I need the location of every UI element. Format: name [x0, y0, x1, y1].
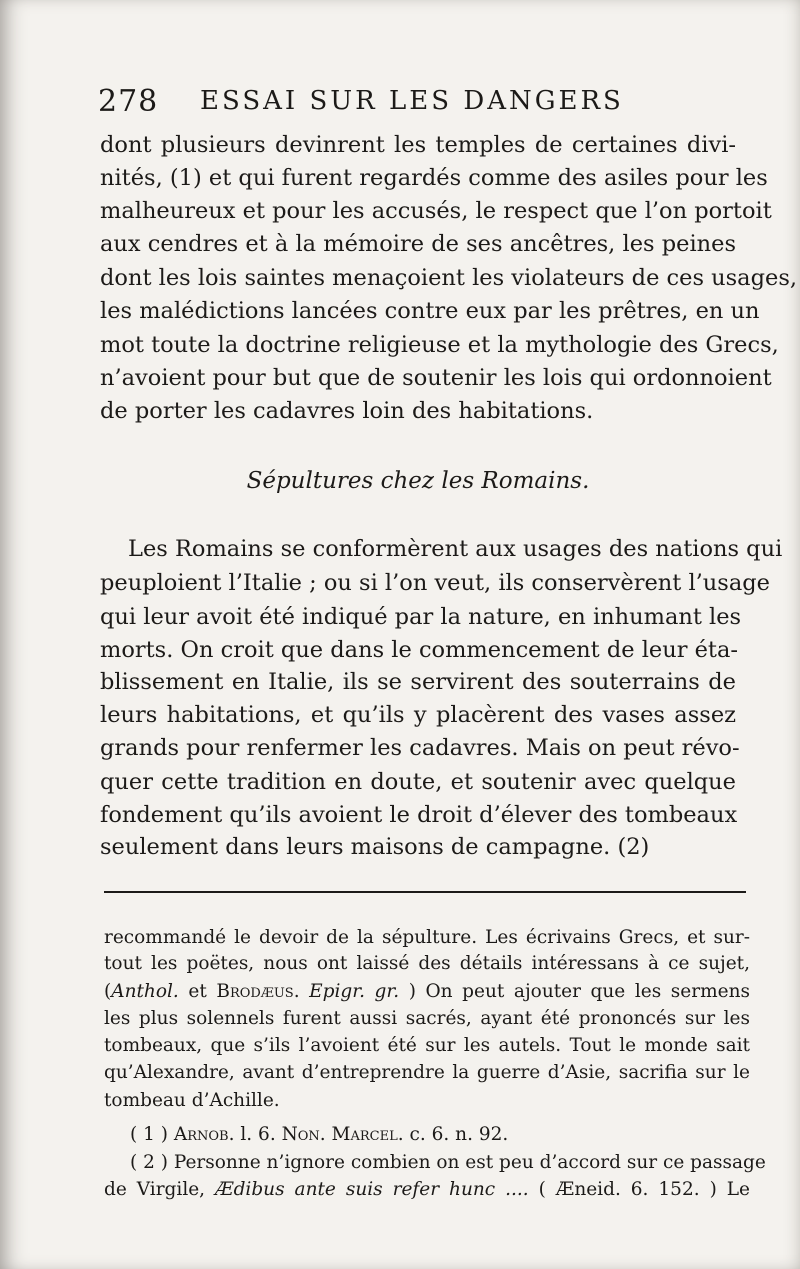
- text-line: malheureux et pour les accusés, le respect que l’on portoit: [100, 198, 772, 224]
- text-line: qui leur avoit été indiqué par la nature, en inhumant les: [100, 604, 742, 630]
- running-title: ESSAI SUR LES DANGERS: [200, 86, 624, 116]
- text-line: dont les lois saintes menaçoient les violateurs de ces usages,: [100, 265, 798, 291]
- footnote-fragment: ) On peut ajouter que les sermens: [399, 981, 750, 1002]
- footnote-fragment: et: [178, 981, 217, 1002]
- footnote-fragment: ( Æneid. 6. 152. ) Le: [528, 1179, 750, 1200]
- text-line: grands pour renfermer les cadavres. Mais on peut révo-: [100, 735, 740, 761]
- citation-brodaeus: Brodæus.: [216, 981, 300, 1002]
- footnote-fragment: c. 6. n. 92.: [403, 1124, 509, 1145]
- citation-epigr: Epigr. gr.: [309, 981, 400, 1002]
- citation-anthol: Anthol.: [111, 981, 179, 1002]
- footnote-separator: [104, 891, 746, 893]
- text-line: leurs habitations, et qu’ils y placèrent des vases assez: [100, 702, 736, 728]
- text-line: aux cendres et à la mémoire de ses ancêtres, les peines: [100, 231, 736, 257]
- text-line: n’avoient pour but que de soutenir les lois qui ordonnoient: [100, 365, 772, 391]
- footnote-line: [104, 979, 750, 1005]
- text-line: morts. On croit que dans le commencement de leur éta-: [100, 637, 738, 663]
- footnote-line: tombeaux, que s’ils l’avoient été sur les autels. Tout le monde sait: [104, 1035, 750, 1056]
- footnote-fragment: l. 6.: [234, 1124, 282, 1145]
- text-line: seulement dans leurs maisons de campagne. (2): [100, 834, 650, 860]
- citation-non-marcel: Non. Marcel.: [281, 1124, 404, 1145]
- footnote-line: tout les poëtes, nous ont laissé des détails intéressans à ce sujet,: [104, 953, 750, 974]
- text-line: mot toute la doctrine religieuse et la mythologie des Grecs,: [100, 332, 779, 358]
- footnote-line: qu’Alexandre, avant d’entreprendre la guerre d’Asie, sacrifia sur le: [104, 1062, 750, 1083]
- text-line: quer cette tradition en doute, et soutenir avec quelque: [100, 769, 736, 795]
- section-heading: Sépultures chez les Romains.: [246, 468, 590, 494]
- footnote-line: tombeau d’Achille.: [104, 1090, 280, 1111]
- footnote-line: [104, 1177, 750, 1203]
- footnote-fragment: de Virgile,: [104, 1179, 216, 1200]
- footnote-line: recommandé le devoir de la sépulture. Les écrivains Grecs, et sur-: [104, 927, 750, 948]
- page-number: 278: [98, 84, 159, 119]
- virgil-quote: Ædibus ante suis refer hunc ....: [215, 1179, 529, 1200]
- footnote-fragment: (: [104, 981, 112, 1002]
- text-line: Les Romains se conformèrent aux usages des nations qui: [128, 536, 783, 562]
- text-line: les malédictions lancées contre eux par les prêtres, en un: [100, 298, 760, 324]
- footnote-marker: ( 1 ): [130, 1124, 174, 1145]
- page-header: [98, 82, 658, 122]
- footnote-1: [130, 1122, 750, 1148]
- footnote-2: ( 2 ) Personne n’ignore combien on est peu d’accord sur ce passage: [130, 1152, 766, 1173]
- footnote-line: les plus solennels furent aussi sacrés, ayant été prononcés sur les: [104, 1008, 750, 1029]
- text-line: nités, (1) et qui furent regardés comme des asiles pour les: [100, 165, 768, 191]
- text-line: fondement qu’ils avoient le droit d’élever des tombeaux: [100, 802, 738, 828]
- text-line: peuploient l’Italie ; ou si l’on veut, ils conservèrent l’usage: [100, 570, 770, 596]
- text-line: blissement en Italie, ils se servirent des souterrains de: [100, 669, 736, 695]
- text-line: de porter les cadavres loin des habitations.: [100, 398, 594, 424]
- text-line: dont plusieurs devinrent les temples de certaines divi-: [100, 132, 736, 158]
- citation-arnob: Arnob.: [173, 1124, 235, 1145]
